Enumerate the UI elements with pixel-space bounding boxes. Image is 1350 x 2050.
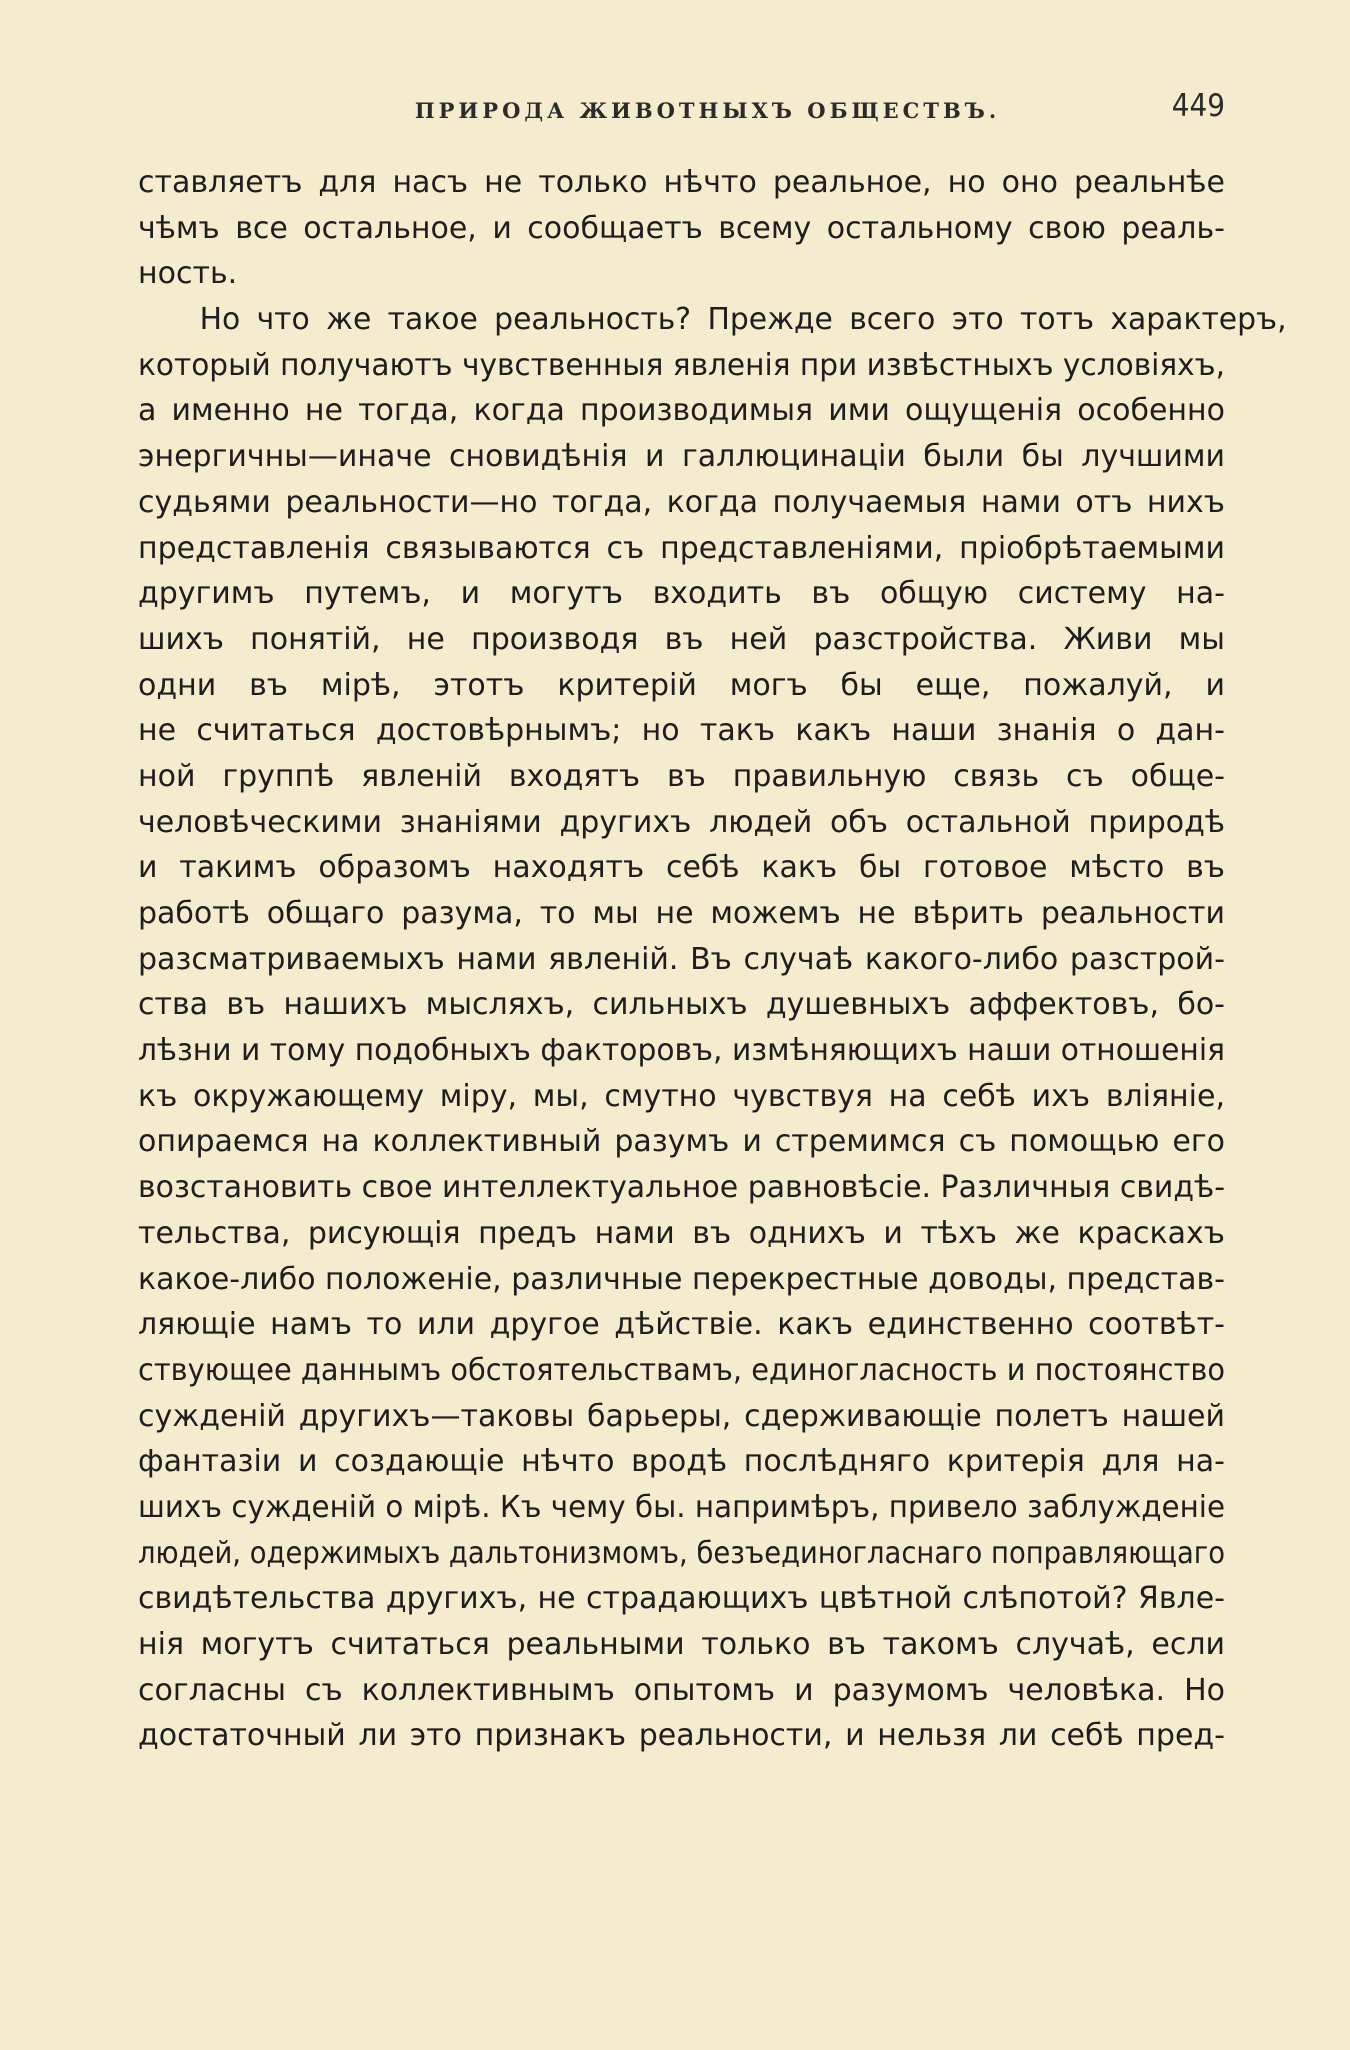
text-line: а именно не тогда, когда производимыя ими ощущенія особенно [138,393,1225,429]
page-number: 449 [1171,88,1225,124]
text-line: ляющіе намъ то или другое дѣйствіе. какъ единственно соотвѣт- [138,1307,1225,1343]
text-line: тельства, рисующія предъ нами въ однихъ и тѣхъ же краскахъ [138,1215,1225,1251]
text-line: шихъ сужденій о мірѣ. Къ чему бы. напримѣръ, привело заблужденіе [138,1489,1225,1525]
text-line: опираемся на коллективный разумъ и стремимся съ помощью его [138,1124,1225,1160]
text-line: согласны съ коллективнымъ опытомъ и разумомъ человѣка. Но [138,1672,1225,1708]
text-line: работѣ общаго разума, то мы не можемъ не вѣрить реальности [138,896,1225,931]
text-line: разсматриваемыхъ нами явленій. Въ случаѣ какого-либо разстрой- [138,941,1225,977]
text-line: фантазіи и создающіе нѣчто вродѣ послѣдняго критерія для на- [138,1444,1225,1480]
text-line: лѣзни и тому подобныхъ факторовъ, измѣняющихъ наши отношенія [138,1033,1225,1069]
text-line: ной группѣ явленій входятъ въ правильную связь съ обще- [138,758,1225,794]
running-title: ПРИРОДА ЖИВОТНЫХЪ ОБЩЕСТВЪ. [414,98,1001,123]
page-header [140,84,1225,134]
text-line: Но что же такое реальность? Прежде всего это тотъ характеръ, [199,302,1287,338]
text-line: и такимъ образомъ находятъ себѣ какъ бы готовое мѣсто въ [138,850,1225,886]
body-text [138,160,1287,1759]
text-line: человѣческими знаніями другихъ людей объ остальной природѣ [138,804,1225,840]
text-line: другимъ путемъ, и могутъ входить въ общую систему на- [138,576,1225,612]
text-line: нія могутъ считаться реальными только въ такомъ случаѣ, если [138,1627,1225,1662]
text-line: къ окружающему міру, мы, смутно чувствуя на себѣ ихъ вліяніе, [138,1078,1225,1114]
text-line: достаточный ли это признакъ реальности, и нельзя ли себѣ пред- [138,1718,1225,1754]
text-line: ства въ нашихъ мысляхъ, сильныхъ душевныхъ аффектовъ, бо- [138,987,1225,1023]
text-line: шихъ понятій, не производя въ ней разстройства. Живи мы [138,621,1225,657]
text-line: представленія связываются съ представленіями, пріобрѣтаемыми [138,530,1225,566]
text-line: одни въ мірѣ, этотъ критерій могъ бы еще, пожалуй, и [138,667,1225,703]
text-line: чѣмъ все остальное, и сообщаетъ всему остальному свою реаль- [138,210,1225,246]
text-line: свидѣтельства другихъ, не страдающихъ цвѣтной слѣпотой? Явле- [138,1581,1225,1617]
text-line: который получаютъ чувственныя явленія при извѣстныхъ условіяхъ, [138,347,1225,383]
text-line: не считаться достовѣрнымъ; но такъ какъ наши знанія о дан- [138,713,1225,749]
text-line: людей, одержимыхъ дальтонизмомъ, безъединогласнаго поправляющаго [138,1535,1225,1571]
text-line: энергичны—иначе сновидѣнія и галлюцинаціи были бы лучшими [138,439,1225,475]
text-line: ствующее даннымъ обстоятельствамъ, единогласность и постоянство [138,1352,1225,1388]
text-line: какое-либо положеніе, различные перекрестные доводы, представ- [138,1261,1225,1297]
text-line: сужденій другихъ—таковы барьеры, сдерживающіе полетъ нашей [138,1398,1225,1434]
text-line: ность. [138,256,238,292]
text-line: судьями реальности—но тогда, когда получаемыя нами отъ нихъ [138,484,1225,520]
text-line: ставляетъ для насъ не только нѣчто реальное, но оно реальнѣе [138,165,1225,200]
text-line: возстановить свое интеллектуальное равновѣсіе. Различныя свидѣ- [138,1170,1225,1206]
